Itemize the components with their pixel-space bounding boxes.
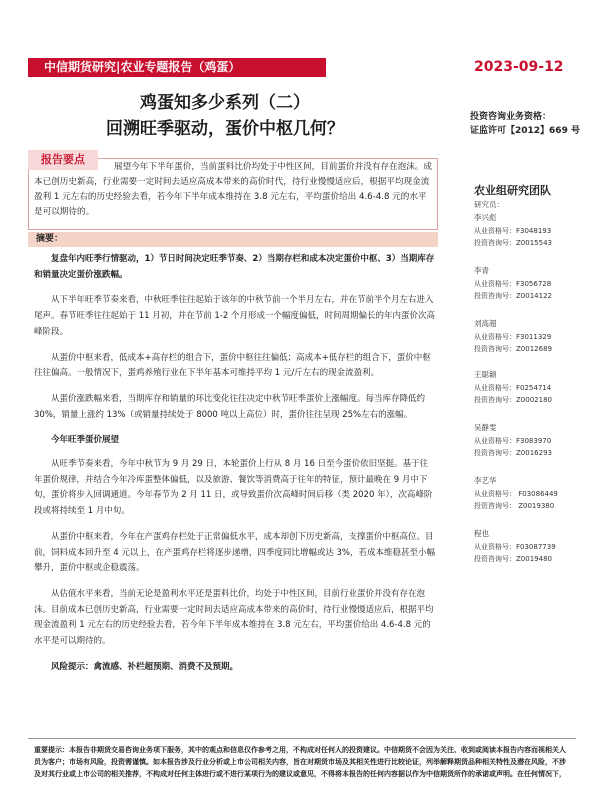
risk-warning: 风险提示：禽流感、补栏超预期、消费不及预期。 bbox=[51, 661, 239, 672]
report-series-title: 鸡蛋知多少系列（二） bbox=[140, 93, 310, 113]
member-consult-number: 投资咨询号：Z0002180 bbox=[474, 396, 552, 404]
member-name: 李兴彪 bbox=[474, 213, 497, 222]
member-name: 李艺华 bbox=[474, 476, 497, 485]
member-qualification: 从业资格号：F3083970 bbox=[474, 436, 552, 445]
team-member bbox=[474, 212, 552, 250]
abstract-paragraph: 从旺季节奏来看，今年中秋节为 9 月 29 日，本轮蛋价上行从 8 月 16 日至今蛋价依旧坚挺。基于往年蛋价规律，并结合今年冷库蛋整体偏低，以及旅游、餐饮等消费高于往年的特征，预计最晚在 9 月中下旬，蛋价将步入回调通道。今年春节为 2 月 11 日，或导致蛋价次高峰时间后移（类 2020 年），次高峰阶段或将持续至 1 月中旬。 bbox=[34, 459, 433, 517]
member-name: 刘高超 bbox=[474, 319, 497, 328]
member-qualification: 从业资格号：F3011329 bbox=[474, 332, 552, 341]
disclaimer-text: 重要提示：本报告非期货交易咨询业务项下服务，其中的观点和信息仅作参考之用，不构成对任何人的投资建议。中信期货不会因为关注、收到或阅读本报告内容而视相关人员为客户；市场有风险，投资需谨慎。如本报告涉及行业分析或上市公司相关内容，旨在对期货市场及其相关性进行比较论证，列举解释期货品种相关特性及潜在风险，不涉及对其行业或上市公司的相关推荐，不构成对任何主体进行或不进行某项行为的建议或意见，不得将本报告的任何内容据以作为中信期货所作的承诺或声明。在任何情况下， bbox=[34, 746, 566, 779]
qualification-label: 投资咨询业务资格： bbox=[470, 112, 552, 122]
member-consult-number: 投资咨询号：Z0014122 bbox=[474, 292, 552, 300]
member-name: 吴静雯 bbox=[474, 423, 497, 432]
team-title: 农业组研究团队 bbox=[474, 184, 551, 197]
report-banner: 中信期货研究|农业专题报告（鸡蛋） bbox=[28, 58, 326, 77]
summary-text: 展望今年下半年蛋价，当前蛋料比价均处于中性区间，目前蛋价并没有存在泡沫。成本已创历史新高，行业需要一定时间去适应高成本带来的高价时代，待行业慢慢适应后，根据平均现金流盈利 1 元左右的历史经验去看，若今年下半年成本维持在 3.8 元左右，平均蛋价给出 4.6-4.8 元的水平是可以期待的。 bbox=[34, 162, 432, 217]
disclaimer-divider bbox=[28, 738, 576, 739]
team-member bbox=[474, 265, 552, 303]
abstract-paragraph: 从下半年旺季节奏来看，中秋旺季往往起始于该年的中秋节前一个半月左右，并在节前半个月左右进入尾声。春节旺季往往起始于 11 月初，并在节前 1-2 个月形成一个幅度偏低，时间周期偏长的年内蛋价次高峰阶段。 bbox=[34, 295, 436, 337]
member-consult-number: 投资咨询号：Z0019480 bbox=[474, 555, 552, 563]
team-member bbox=[474, 422, 552, 460]
member-consult-number: 投资咨询号：Z0016293 bbox=[474, 449, 552, 457]
member-qualification: 从业资格号：F3048193 bbox=[474, 226, 552, 235]
report-main-title: 回溯旺季驱动，蛋价中枢几何？ bbox=[106, 119, 344, 139]
member-qualification: 从业资格号： F03086449 bbox=[474, 489, 558, 498]
summary-tag: 报告要点 bbox=[28, 150, 98, 170]
member-qualification: 从业资格号：F3056728 bbox=[474, 279, 552, 288]
team-member bbox=[474, 369, 552, 407]
team-member bbox=[474, 528, 556, 566]
team-researcher-label: 研究员： bbox=[474, 200, 504, 209]
member-name: 王聪颖 bbox=[474, 370, 497, 379]
member-qualification: 从业资格号：F03087739 bbox=[474, 542, 556, 551]
member-consult-number: 投资咨询号：Z0012689 bbox=[474, 345, 552, 353]
member-consult-number: 投资咨询号：Z0015543 bbox=[474, 239, 552, 247]
team-member bbox=[474, 318, 552, 356]
abstract-lead: 复盘年内旺季行情驱动，1）节日时间决定旺季节奏、2）当期存栏和成本决定蛋价中枢、3）当期库存和销量决定蛋价涨跌幅。 bbox=[34, 254, 435, 280]
member-name: 程也 bbox=[474, 529, 489, 538]
section-title: 今年旺季蛋价展望 bbox=[51, 435, 120, 446]
abstract-paragraph: 从估值水平来看，当前无论是盈利水平还是蛋料比价，均处于中性区间，目前行业蛋价并没有存在泡沫。目前成本已创历史新高，行业需要一定时间去适应高成本带来的高价时，待行业慢慢适应后，根据平均现金流盈利 1 元左右的历史经验去看，若今年下半年成本维持在 3.8 元左右，平均蛋价给出 4.6-4.8 元的水平是可以期待的。 bbox=[34, 588, 434, 647]
abstract-paragraph: 从蛋价涨跌幅来看，当期库存和销量的环比变化往往决定中秋节旺季蛋价上涨幅度。每当库存降低约 30%，销量上涨约 13%（或销量持续处于 8000 吨以上高位）时，蛋价往往呈现 25%左右的涨幅。 bbox=[34, 393, 426, 420]
abstract-body bbox=[34, 252, 436, 685]
qualification-license: 证监许可【2012】669 号 bbox=[470, 126, 580, 136]
abstract-label: 摘要： bbox=[28, 232, 438, 247]
abstract-paragraph: 从蛋价中枢来看，低成本+高存栏的组合下，蛋价中枢往往偏低；高成本+低存栏的组合下，蛋价中枢往往偏高。一般情况下，蛋鸡养殖行业在下半年基本可维持平均 1 元/斤左右的现金流盈利。 bbox=[34, 352, 431, 379]
member-name: 李青 bbox=[474, 266, 489, 275]
member-qualification: 从业资格号：F0254714 bbox=[474, 383, 552, 392]
report-date: 2023-09-12 bbox=[474, 59, 564, 75]
qualification-block bbox=[470, 110, 580, 138]
member-consult-number: 投资咨询号： Z0019380 bbox=[474, 502, 555, 510]
team-member bbox=[474, 475, 558, 513]
abstract-paragraph: 从蛋价中枢来看，今年在产蛋鸡存栏处于正常偏低水平，成本却创下历史新高，支撑蛋价中枢高位。目前，饲料成本回升至 4 元以上，在产蛋鸡存栏将逐步递增，四季度同比增幅或达 3%，若成本维稳甚至小幅攀升，蛋价中枢或企稳震荡。 bbox=[34, 531, 436, 574]
